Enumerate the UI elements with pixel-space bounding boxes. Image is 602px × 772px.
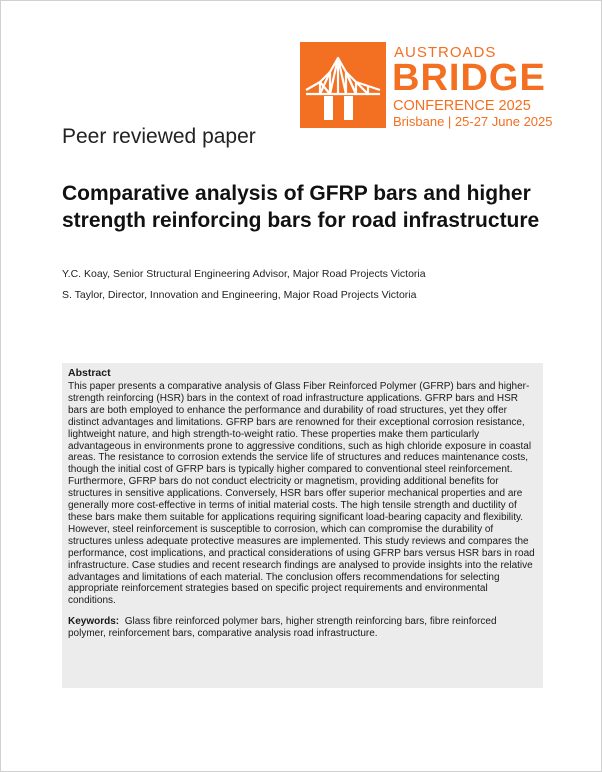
logo-line-location-date: Brisbane | 25-27 June 2025 (393, 114, 553, 129)
logo-line-austroads: AUSTROADS (394, 44, 497, 61)
keywords-text: Glass fibre reinforced polymer bars, higher strength reinforcing bars, fibre reinforced polymer, reinforcement bars, comparative analysis road infrastructure. (68, 616, 497, 640)
abstract-box (62, 363, 543, 688)
abstract-body: This paper presents a comparative analysis of Glass Fiber Reinforced Polymer (GFRP) bars and higher-strength reinforcing (HSR) bars in the context of road infrastructure applications. GFRP bars and HSR bars are both employed to enhance the performance and durability of road structures, yet they offer distinct advantages and limitations. GFRP bars are renowned for their exceptional corrosion resistance, lightweight nature, and high strength-to-weight ratio. These properties make them particularly advantageous in environments prone to aggressive conditions, such as high chloride exposure in coastal areas. The resistance to corrosion extends the service life of structures and reduces maintenance costs, though the initial cost of GFRP bars is typically higher compared to conventional steel reinforcement. Furthermore, GFRP bars do not conduct electricity or magnetism, providing additional benefits for structures in sensitive applications. Conversely, HSR bars offer superior mechanical properties and are generally more cost-effective in terms of initial material costs. The high tensile strength and ductility of these bars make them suitable for applications requiring significant load-bearing capacity and flexibility. However, steel reinforcement is susceptible to corrosion, which can compromise the durability of structures unless adequate protective measures are implemented. This study reviews and compares the performance, cost implications, and practical considerations of using GFRP bars versus HSR bars in road infrastructure. Case studies and recent research findings are analysed to provide insights into the relative advantages and limitations of each material. The conclusion offers recommendations for selecting appropriate reinforcement strategies based on specific project requirements and environmental conditions. (68, 381, 535, 607)
keywords-label: Keywords: (68, 616, 120, 628)
keywords (68, 616, 537, 640)
logo-line-bridge: BRIDGE (392, 57, 546, 99)
conference-logo (300, 42, 553, 129)
logo-line-conference: CONFERENCE 2025 (393, 98, 531, 114)
author-1: Y.C. Koay, Senior Structural Engineering Advisor, Major Road Projects Victoria (62, 268, 426, 280)
paper-type-label: Peer reviewed paper (62, 125, 256, 148)
bridge-logo-icon (300, 42, 386, 128)
author-2: S. Taylor, Director, Innovation and Engineering, Major Road Projects Victoria (62, 289, 417, 301)
abstract-heading: Abstract (68, 367, 111, 379)
paper-title: Comparative analysis of GFRP bars and higher strength reinforcing bars for road infrastructure (62, 182, 540, 232)
